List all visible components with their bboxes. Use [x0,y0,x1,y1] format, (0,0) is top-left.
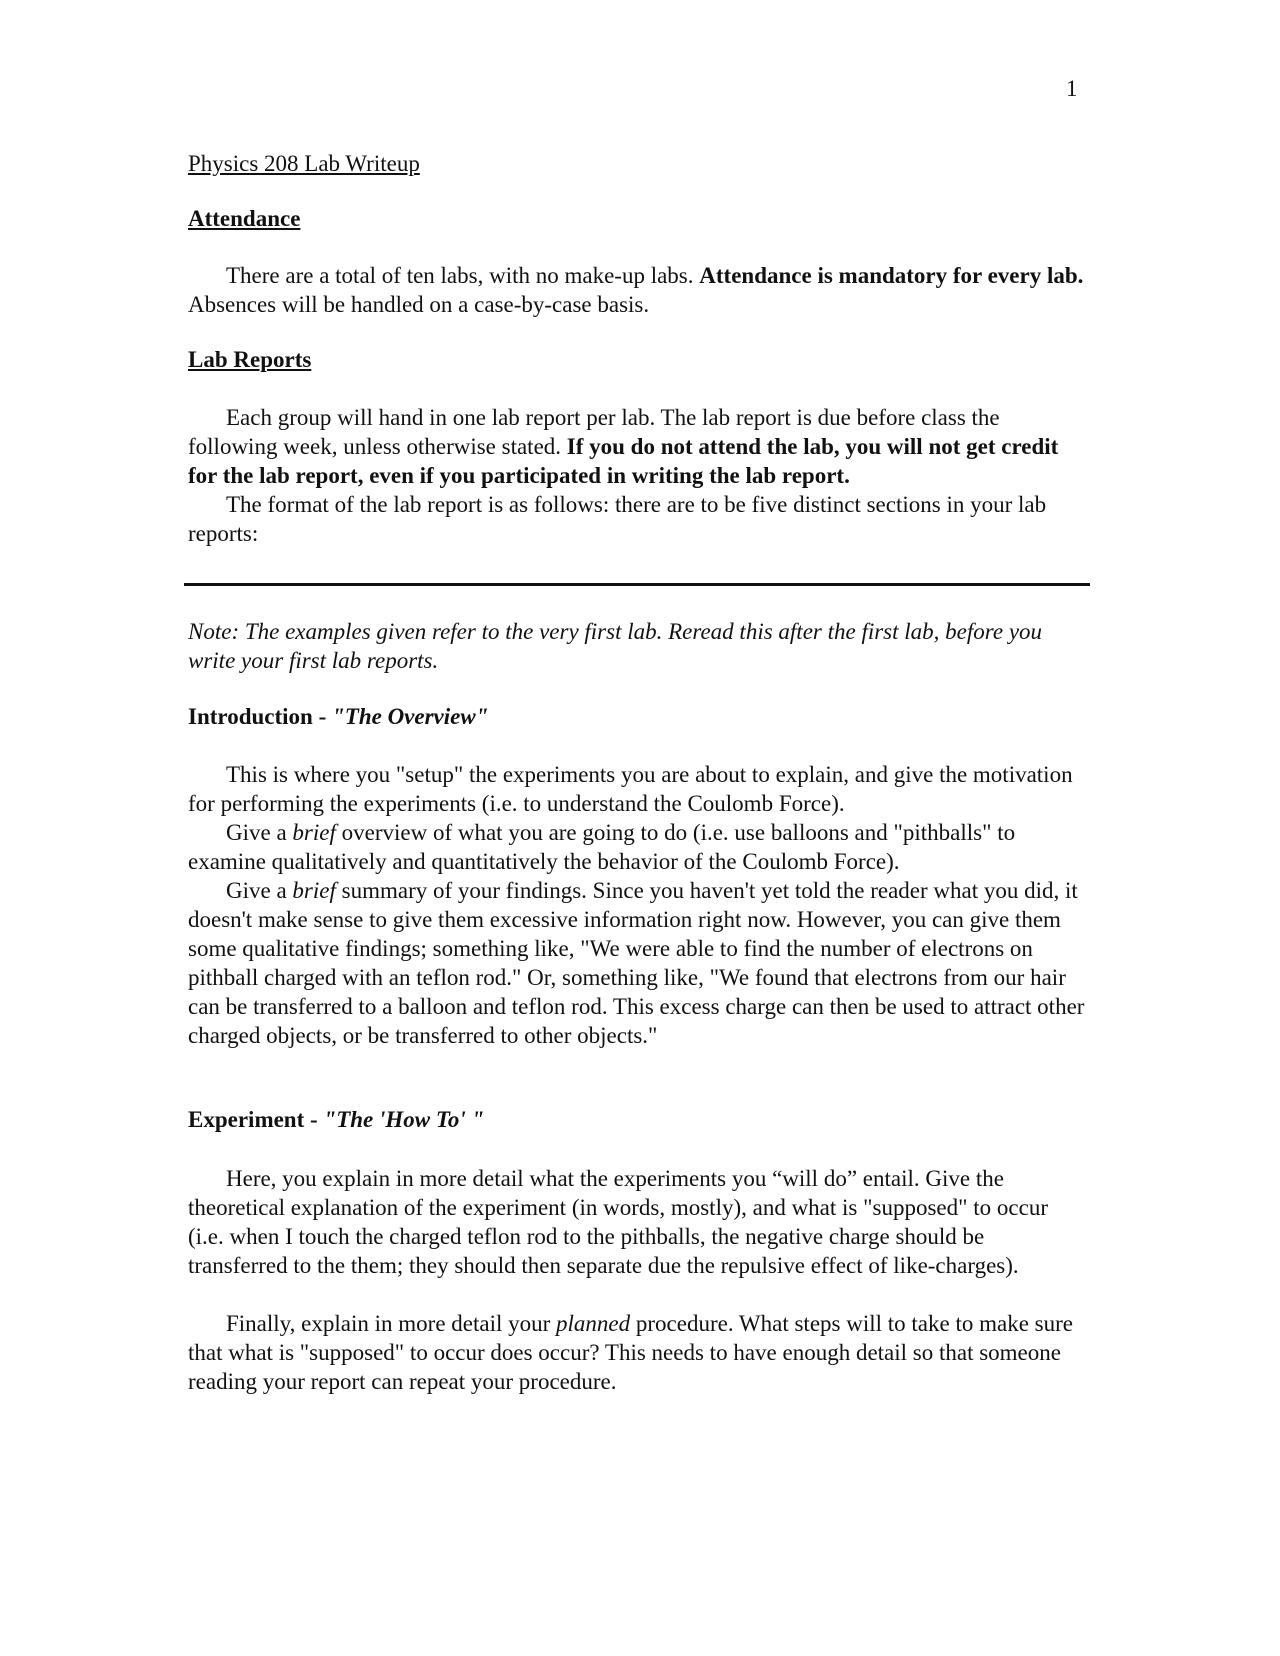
page-number: 1 [1066,76,1078,101]
experiment-paragraph-2: Finally, explain in more detail your planned procedure. What steps will to take to make sure that what is "supposed" to occur does occur? This needs to have enough detail so that someone reading your report can repeat your procedure. [188,1311,1073,1394]
document-title: Physics 208 Lab Writeup [188,151,420,176]
lab-reports-paragraph-1: Each group will hand in one lab report per lab. The lab report is due before class the following week, unless otherwise stated. If you do not attend the lab, you will not get credit for the lab report, even if you participated in writing the lab report. [188,405,1059,488]
lab-reports-heading: Lab Reports [188,347,312,372]
introduction-paragraph-3: Give a brief summary of your findings. Since you haven't yet told the reader what you did, it doesn't make sense to give them excessive information right now. However, you can give them some qualitative findings; something like, "We were able to find the number of electrons on pithball charged with an teflon rod." Or, something like, "We found that electrons from our hair can be transferred to a balloon and teflon rod. This excess charge can then be used to attract other charged objects, or be transferred to other objects." [188,878,1085,1048]
introduction-paragraph-2: Give a brief overview of what you are going to do (i.e. use balloons and "pithballs" to examine qualitatively and quantitatively the behavior of the Coulomb Force). [188,820,1016,874]
lab-reports-paragraph-2: The format of the lab report is as follows: there are to be five distinct sections in your lab reports: [188,492,1047,546]
experiment-paragraph-1: Here, you explain in more detail what the experiments you “will do” entail. Give the theoretical explanation of the experiment (in words, mostly), and what is "supposed" to occur (i.e. when I touch the charged teflon rod to the pithballs, the negative charge should be transferred to the them; they should then separate due the repulsive effect of like-charges). [188,1166,1048,1278]
introduction-paragraph-1: This is where you "setup" the experiments you are about to explain, and give the motivation for performing the experiments (i.e. to understand the Coulomb Force). [188,762,1073,816]
experiment-heading: Experiment - "The 'How To' " [188,1107,485,1132]
examples-note: Note: The examples given refer to the very first lab. Reread this after the first lab, before you write your first lab reports. [188,619,1043,673]
attendance-heading: Attendance [188,206,301,231]
section-divider [184,583,1090,586]
introduction-heading: Introduction - "The Overview" [188,704,489,729]
attendance-paragraph: There are a total of ten labs, with no make-up labs. Attendance is mandatory for every lab. Absences will be handled on a case-by-case basis. [188,263,1084,317]
